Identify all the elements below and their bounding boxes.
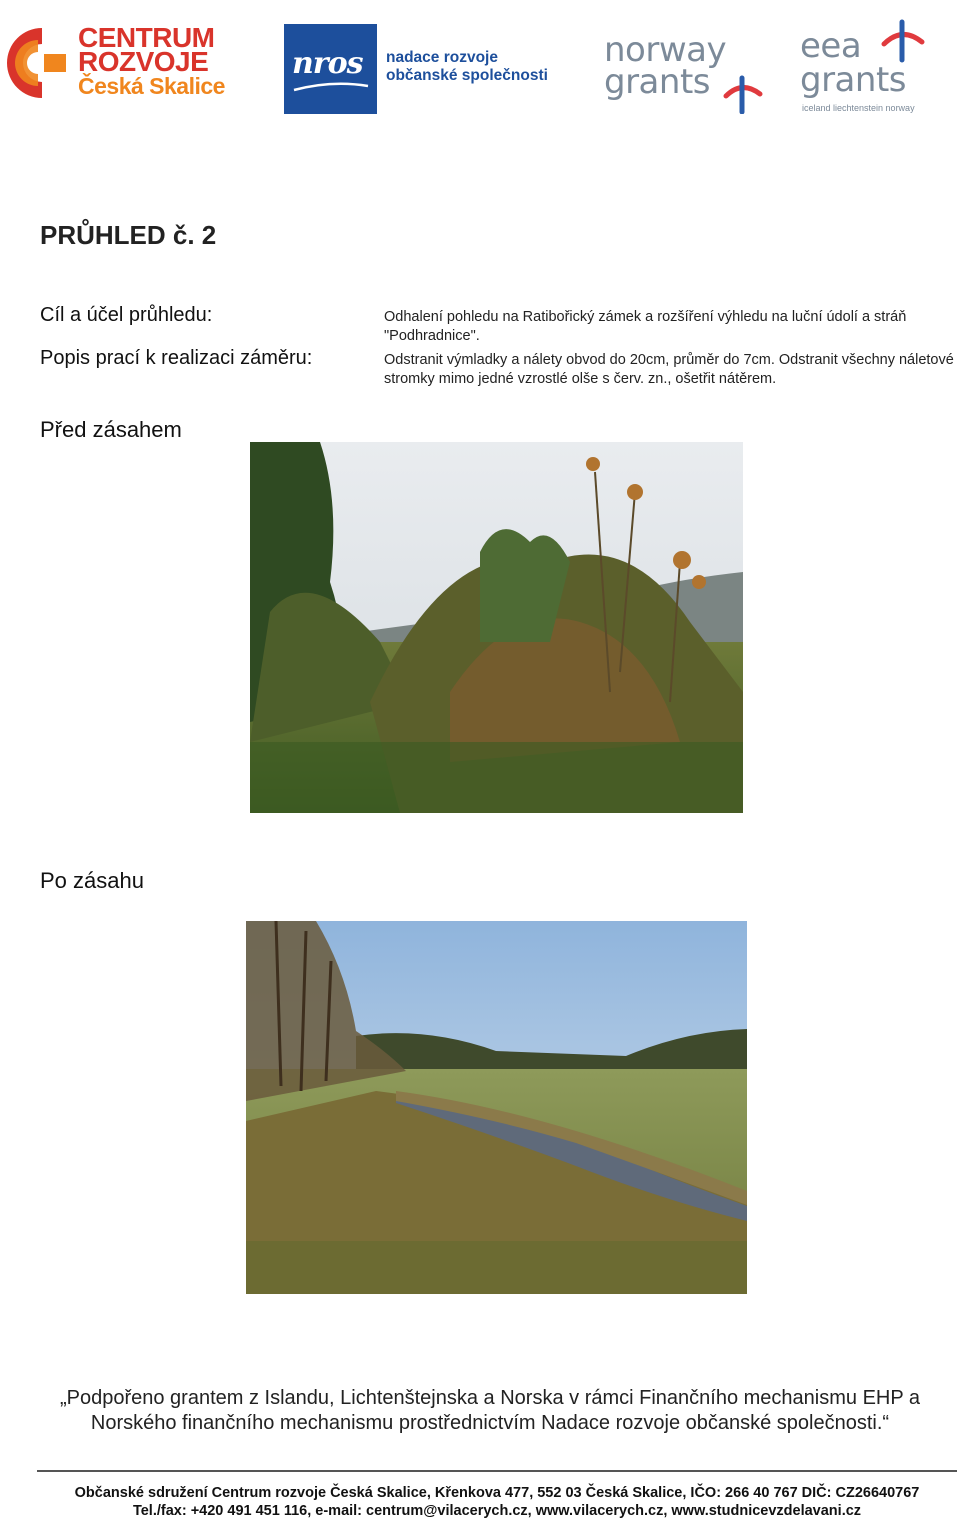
before-photo-image — [250, 442, 743, 813]
goal-description: Odhalení pohledu na Ratibořický zámek a rozšíření výhledu na luční údolí a stráň "Podhradnice". — [384, 309, 907, 344]
nros-mark-text: nros — [292, 46, 363, 81]
nros-logo — [284, 24, 584, 114]
footer-divider — [37, 1470, 957, 1472]
nros-logo-line1: nadace rozvoje — [386, 49, 498, 66]
eea-logo-tagline: iceland liechtenstein norway — [802, 103, 915, 113]
support-statement: „Podpořeno grantem z Islandu, Lichtenštejnska a Norska v rámci Finančního mechanismu EHP a Norského finančního mechanismu prostřednictvím Nadace rozvoje občanské společnosti.“ — [59, 1387, 921, 1434]
norway-grants-logo — [602, 30, 767, 114]
eea-grants-logo — [798, 18, 928, 118]
work-label: Popis prací k realizaci záměru: — [40, 347, 313, 369]
nros-logo-line2: občanské společnosti — [386, 67, 548, 84]
footer-contact: Tel./fax: +420 491 451 116, e-mail: centrum@vilacerych.cz, www.vilacerych.cz, www.studnicevzdelavani.cz — [132, 1503, 862, 1519]
centrum-rozvoje-logo — [4, 22, 225, 102]
centrum-logo-line2: ROZVOJE — [78, 46, 209, 77]
work-description: Odstranit výmladky a nálety obvod do 20cm, průměr do 7cm. Odstranit všechny náletové stromky mimo jedné vzrostlé olše s červ. zn., ošetřit nátěrem. — [384, 352, 954, 387]
eea-cross-icon — [880, 18, 926, 64]
footer-address: Občanské sdružení Centrum rozvoje Česká Skalice, Křenkova 477, 552 03 Česká Skalice, IČO: 266 40 767 DIČ: CZ26640767 — [74, 1485, 920, 1501]
centrum-logo-line3: Česká Skalice — [78, 73, 225, 99]
after-label: Po zásahu — [40, 868, 144, 893]
centrum-logo-line1: CENTRUM — [78, 22, 215, 53]
before-photo — [250, 442, 743, 813]
norway-logo-line2: grants — [604, 62, 710, 102]
page-title: PRŮHLED č. 2 — [40, 220, 217, 250]
norway-logo-line1: norway — [604, 30, 727, 70]
after-photo — [246, 921, 747, 1294]
after-photo-image — [246, 921, 747, 1294]
goal-label: Cíl a účel průhledu: — [40, 304, 213, 326]
eea-logo-line2: grants — [800, 60, 906, 100]
centrum-c-mark-icon — [4, 24, 74, 102]
before-label: Před zásahem — [40, 417, 182, 442]
nros-mark-box — [284, 24, 377, 114]
norway-cross-icon — [720, 74, 764, 114]
eea-logo-line1: eea — [800, 26, 862, 66]
nros-swoosh-icon — [292, 82, 370, 92]
